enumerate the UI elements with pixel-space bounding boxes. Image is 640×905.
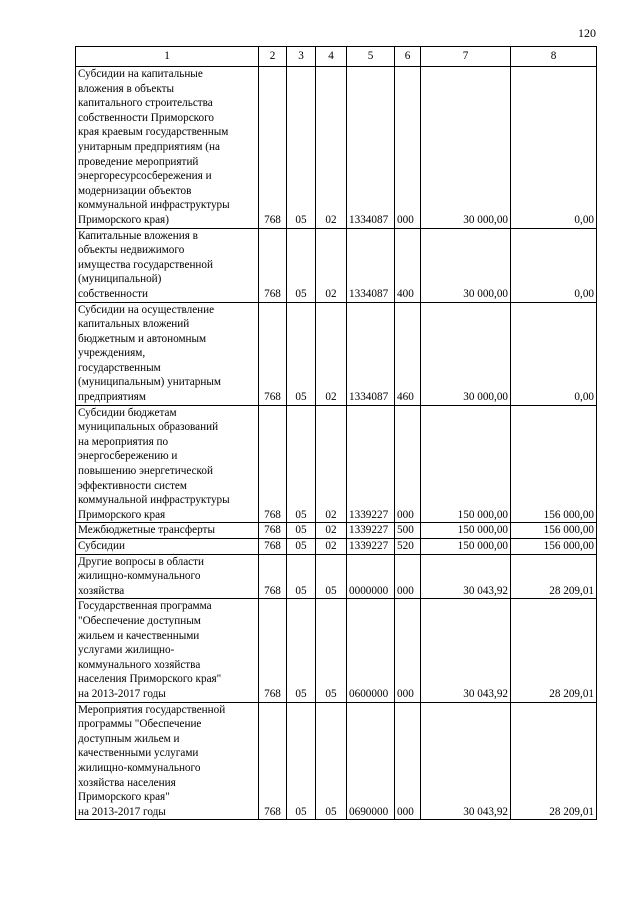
row-amount-2: 0,00 xyxy=(511,67,597,229)
row-target-article: 0600000 xyxy=(347,599,395,702)
table-row xyxy=(76,523,597,539)
row-ministry-code: 768 xyxy=(259,302,287,405)
table-row xyxy=(76,702,597,820)
row-amount-1: 150 000,00 xyxy=(421,539,511,555)
row-name: Субсидии на осуществление капитальных вложений бюджетным и автономным учреждениям, государственным (муниципальным) унитарным предприятиям xyxy=(76,302,259,405)
row-amount-2: 0,00 xyxy=(511,302,597,405)
row-target-article: 1334087 xyxy=(347,302,395,405)
row-name: Субсидии бюджетам муниципальных образований на мероприятия по энергосбережению и повышению энергетической эффективности систем коммунальной инфраструктуры Приморского края xyxy=(76,405,259,523)
row-target-article: 1339227 xyxy=(347,523,395,539)
row-ministry-code: 768 xyxy=(259,405,287,523)
row-section-code: 05 xyxy=(287,554,316,599)
row-expense-type: 000 xyxy=(395,405,421,523)
table-row xyxy=(76,539,597,555)
row-ministry-code: 768 xyxy=(259,599,287,702)
row-expense-type: 000 xyxy=(395,67,421,229)
page-number: 120 xyxy=(578,26,596,40)
table-row xyxy=(76,405,597,523)
row-subsection-code: 02 xyxy=(316,302,347,405)
row-subsection-code: 05 xyxy=(316,702,347,820)
row-amount-1: 30 000,00 xyxy=(421,302,511,405)
row-amount-2: 156 000,00 xyxy=(511,539,597,555)
row-name: Субсидии на капитальные вложения в объекты капитального строительства собственности Приморского края краевым государственным унитарным предприятиям (на проведение мероприятий энергоресурсосбережения и модернизации объектов коммунальной инфраструктуры Приморского края) xyxy=(76,67,259,229)
table-header-row xyxy=(76,47,597,67)
row-expense-type: 500 xyxy=(395,523,421,539)
row-expense-type: 460 xyxy=(395,302,421,405)
row-target-article: 1334087 xyxy=(347,67,395,229)
row-ministry-code: 768 xyxy=(259,539,287,555)
row-subsection-code: 05 xyxy=(316,599,347,702)
row-name: Государственная программа "Обеспечение доступным жильем и качественными услугами жилищно- коммунального хозяйства населения Приморского края" на 2013-2017 годы xyxy=(76,599,259,702)
table-row xyxy=(76,228,597,302)
row-section-code: 05 xyxy=(287,539,316,555)
row-name: Субсидии xyxy=(76,539,259,555)
row-target-article: 0690000 xyxy=(347,702,395,820)
budget-table xyxy=(75,46,597,820)
row-name: Капитальные вложения в объекты недвижимого имущества государственной (муниципальной) собственности xyxy=(76,228,259,302)
row-target-article: 1339227 xyxy=(347,539,395,555)
row-section-code: 05 xyxy=(287,302,316,405)
row-target-article: 1334087 xyxy=(347,228,395,302)
row-amount-1: 30 000,00 xyxy=(421,67,511,229)
row-ministry-code: 768 xyxy=(259,67,287,229)
header-col-5: 5 xyxy=(347,47,395,67)
row-subsection-code: 02 xyxy=(316,405,347,523)
row-amount-1: 150 000,00 xyxy=(421,523,511,539)
row-ministry-code: 768 xyxy=(259,228,287,302)
row-subsection-code: 02 xyxy=(316,228,347,302)
row-target-article: 0000000 xyxy=(347,554,395,599)
row-amount-2: 0,00 xyxy=(511,228,597,302)
row-section-code: 05 xyxy=(287,228,316,302)
row-ministry-code: 768 xyxy=(259,554,287,599)
header-col-4: 4 xyxy=(316,47,347,67)
row-section-code: 05 xyxy=(287,67,316,229)
row-amount-2: 28 209,01 xyxy=(511,599,597,702)
header-col-1: 1 xyxy=(76,47,259,67)
row-expense-type: 400 xyxy=(395,228,421,302)
header-col-8: 8 xyxy=(511,47,597,67)
row-name: Межбюджетные трансферты xyxy=(76,523,259,539)
row-subsection-code: 02 xyxy=(316,67,347,229)
table-row xyxy=(76,67,597,229)
row-amount-1: 30 000,00 xyxy=(421,228,511,302)
header-col-2: 2 xyxy=(259,47,287,67)
row-ministry-code: 768 xyxy=(259,702,287,820)
row-amount-1: 30 043,92 xyxy=(421,599,511,702)
row-amount-1: 150 000,00 xyxy=(421,405,511,523)
row-expense-type: 000 xyxy=(395,702,421,820)
table-row xyxy=(76,599,597,702)
row-expense-type: 000 xyxy=(395,599,421,702)
row-section-code: 05 xyxy=(287,599,316,702)
header-col-7: 7 xyxy=(421,47,511,67)
row-name: Другие вопросы в области жилищно-коммунального хозяйства xyxy=(76,554,259,599)
row-expense-type: 520 xyxy=(395,539,421,555)
row-amount-1: 30 043,92 xyxy=(421,702,511,820)
row-subsection-code: 02 xyxy=(316,539,347,555)
row-section-code: 05 xyxy=(287,405,316,523)
row-amount-2: 156 000,00 xyxy=(511,523,597,539)
row-expense-type: 000 xyxy=(395,554,421,599)
table-row xyxy=(76,302,597,405)
row-subsection-code: 05 xyxy=(316,554,347,599)
table-row xyxy=(76,554,597,599)
row-section-code: 05 xyxy=(287,702,316,820)
header-col-3: 3 xyxy=(287,47,316,67)
row-name: Мероприятия государственной программы "Обеспечение доступным жильем и качественными услугами жилищно-коммунального хозяйства населения Приморского края" на 2013-2017 годы xyxy=(76,702,259,820)
row-amount-2: 156 000,00 xyxy=(511,405,597,523)
row-target-article: 1339227 xyxy=(347,405,395,523)
header-col-6: 6 xyxy=(395,47,421,67)
row-amount-2: 28 209,01 xyxy=(511,702,597,820)
row-section-code: 05 xyxy=(287,523,316,539)
row-subsection-code: 02 xyxy=(316,523,347,539)
row-ministry-code: 768 xyxy=(259,523,287,539)
row-amount-1: 30 043,92 xyxy=(421,554,511,599)
row-amount-2: 28 209,01 xyxy=(511,554,597,599)
